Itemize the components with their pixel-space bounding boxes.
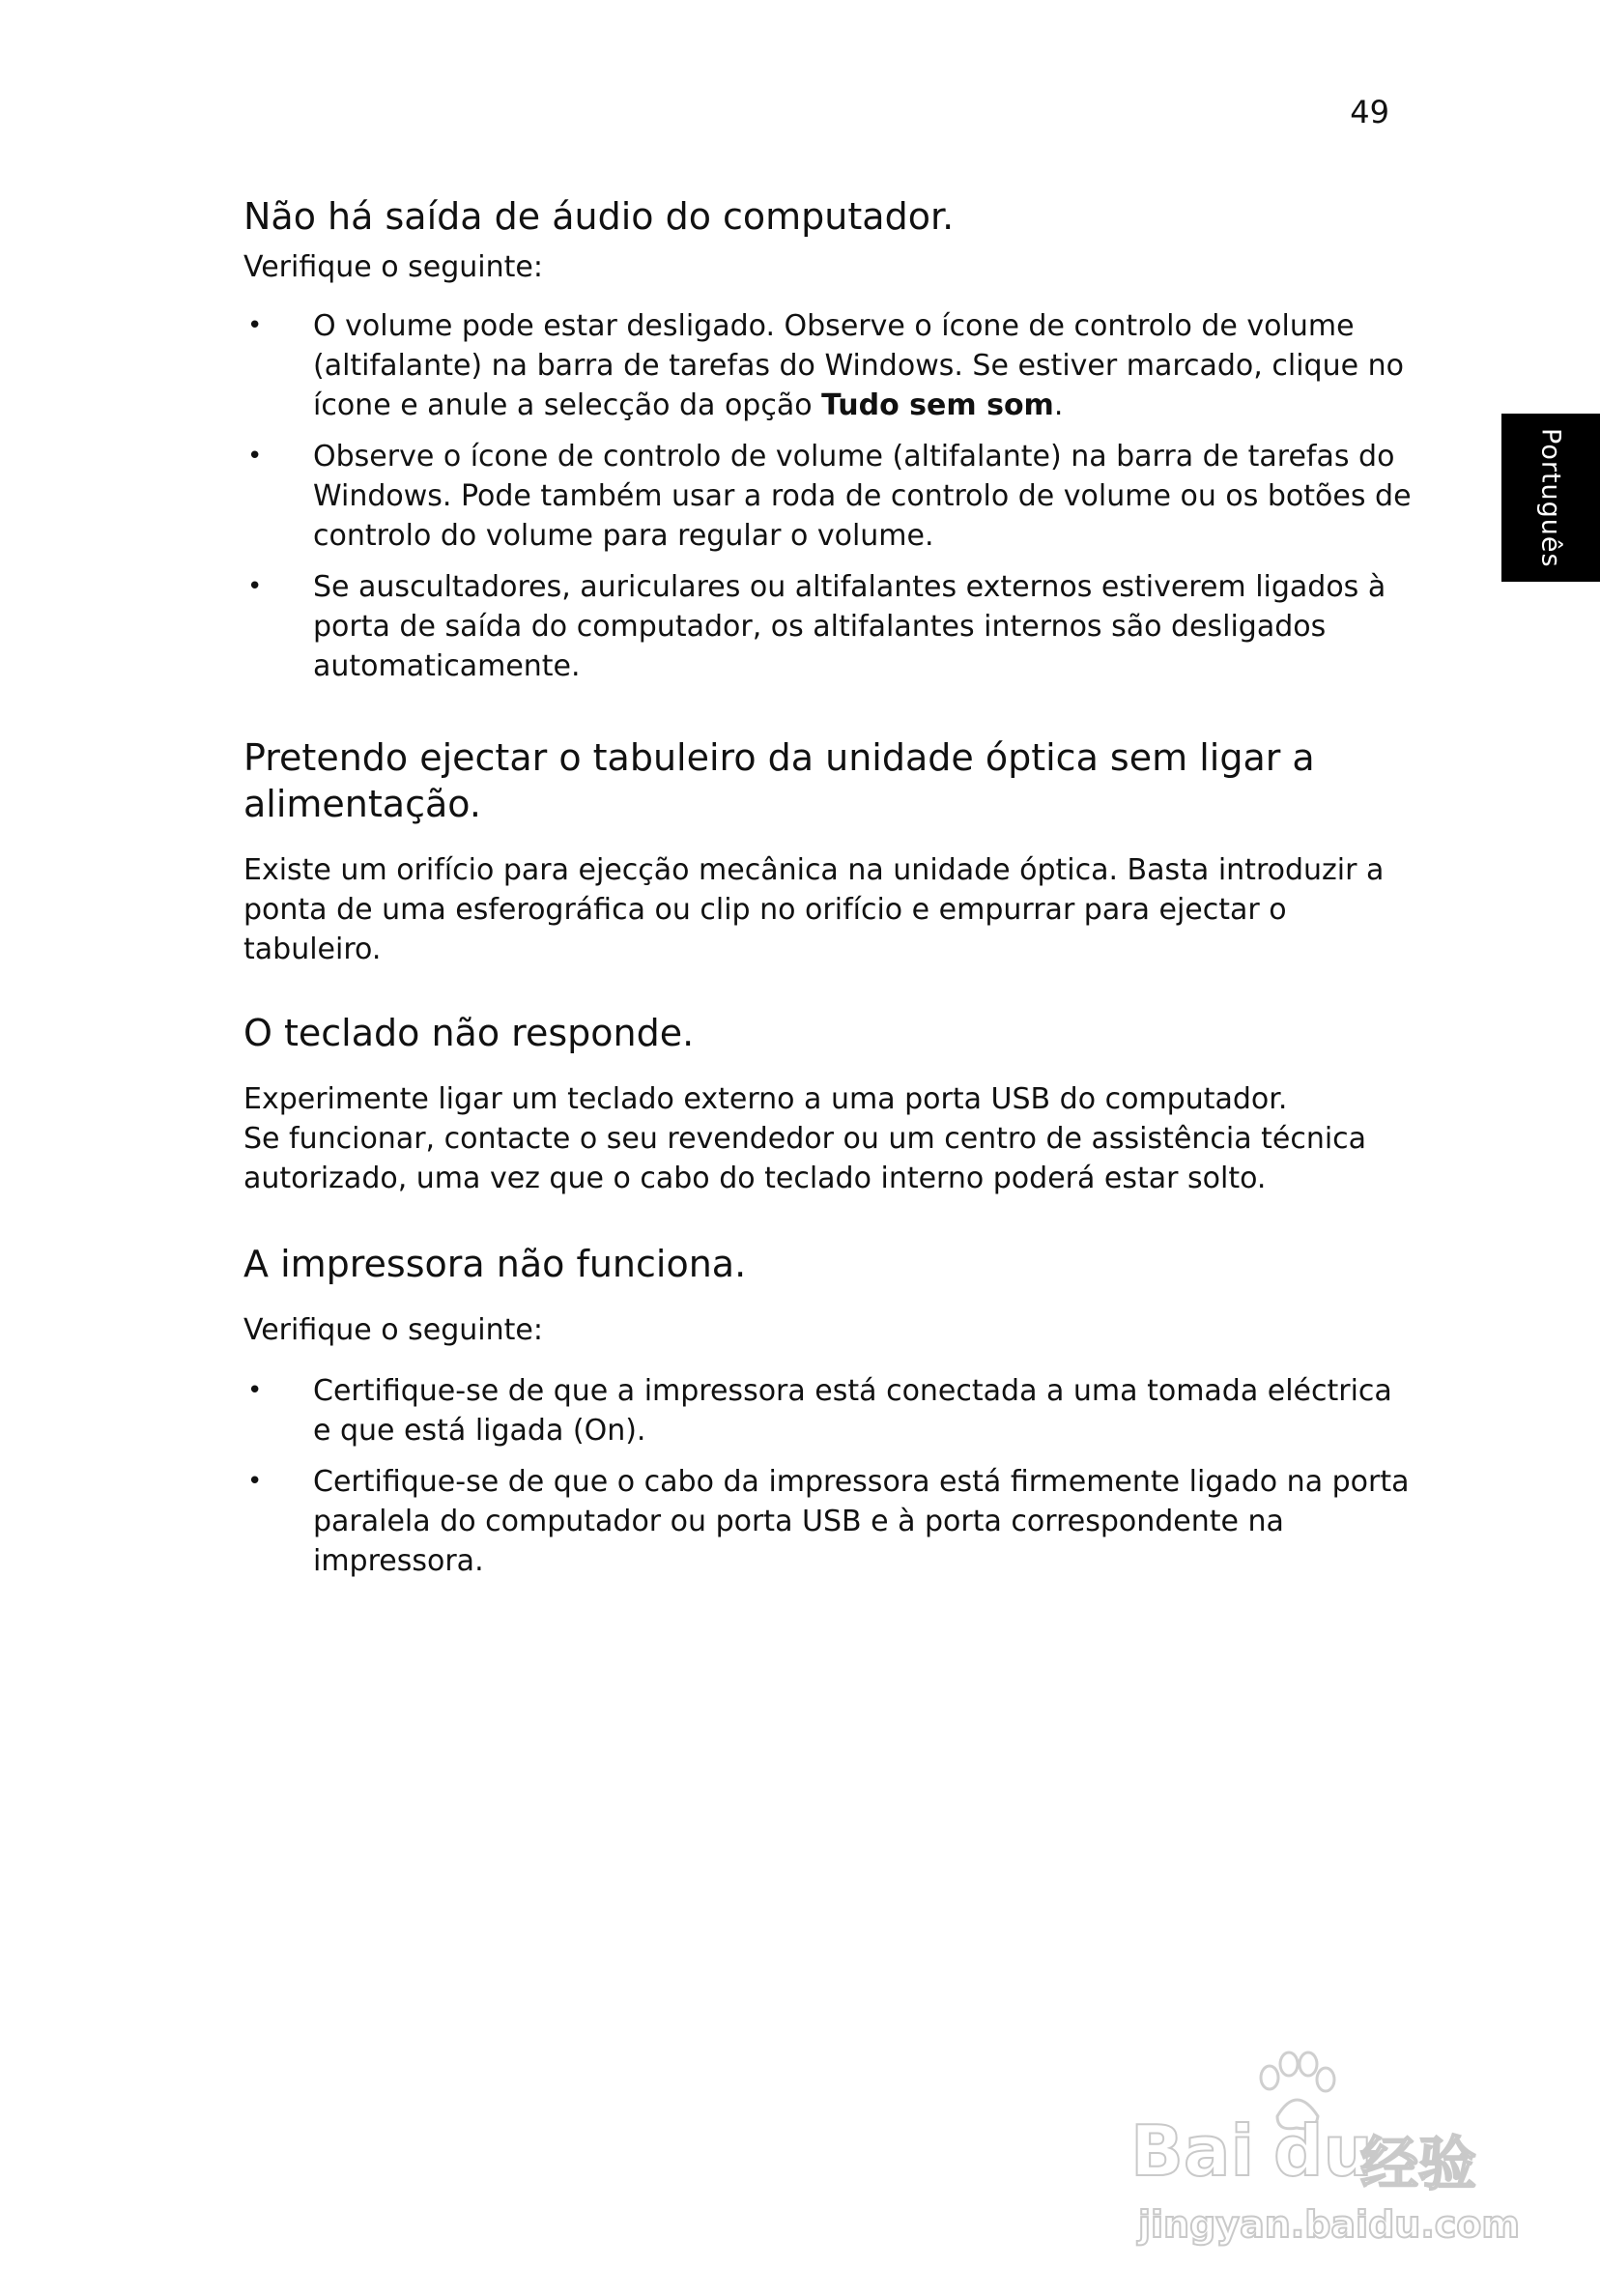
list-item-text: Observe o ícone de controlo de volume (altifalante) na barra de tarefas do Windows. Pode também usar a roda de controlo de volume ou os botões de controlo do volume para regular o volume. [313,440,1412,553]
section-title: Não há saída de áudio do computador. [243,195,955,238]
list-item-text: O volume pode estar desligado. Observe o ícone de controlo de volume (altifalante) na barra de tarefas do Windows. Se estiver marcado, clique no ícone e anule a selecção da opção [313,309,1404,422]
language-tab [1501,414,1600,582]
section-body-line2: Se funcionar, contacte o seu revendedor ou um centro de assistência técnica autorizado, uma vez que o cabo do teclado interno poderá estar solto. [243,1122,1367,1195]
list-item-text: Certifique-se de que a impressora está conectada a uma tomada eléctrica e que está ligada (On). [313,1374,1392,1448]
list-item [243,1371,1414,1450]
section-intro: Verifique o seguinte: [243,250,543,284]
list-item-text: Certifique-se de que o cabo da impressora está firmemente ligado na porta paralela do computador ou porta USB e à porta correspondente na impressora. [313,1465,1410,1578]
bullet-icon: • [247,311,263,340]
bullet-icon: • [247,1376,263,1405]
section-intro: Verifique o seguinte: [243,1313,543,1347]
list-item-text-end: . [1053,388,1064,422]
bullet-icon: • [247,442,263,471]
list-item [243,437,1414,556]
bullet-list [243,306,1412,686]
section-printer [243,1241,1410,1581]
section-title: Pretendo ejectar o tabuleiro da unidade óptica sem ligar a alimentação. [243,736,1315,825]
bullet-icon: • [247,1467,263,1496]
bullet-icon: • [247,572,263,601]
section-body-line1: Experimente ligar um teclado externo a uma porta USB do computador. [243,1082,1288,1116]
section-eject-tray [243,734,1403,969]
section-no-audio [243,193,1412,686]
bullet-list [243,1371,1410,1581]
list-item [243,1462,1414,1581]
watermark-url: jingyan.baidu.com [1138,2203,1520,2246]
section-keyboard [243,1010,1403,1198]
list-item [243,567,1414,686]
watermark-cn-label: 经验 [1360,2131,1476,2198]
section-title: A impressora não funciona. [243,1243,747,1285]
option-name: Tudo sem som [821,388,1054,422]
watermark-brand-suffix: du [1273,2110,1373,2192]
watermark [1130,2049,1520,2252]
section-body: Existe um orifício para ejecção mecânica na unidade óptica. Basta introduzir a ponta de uma esferográfica ou clip no orifício e empurrar para ejectar o tabuleiro. [243,853,1385,966]
list-item [243,306,1414,425]
page-content [243,193,1412,1581]
section-title: O teclado não responde. [243,1012,695,1054]
list-item-text: Se auscultadores, auriculares ou altifalantes externos estiverem ligados à porta de saída do computador, os altifalantes internos são desligados automaticamente. [313,570,1386,683]
language-tab-label: Português [1535,427,1566,568]
watermark-brand: Bai [1130,2110,1255,2192]
page-number: 49 [1350,94,1389,130]
